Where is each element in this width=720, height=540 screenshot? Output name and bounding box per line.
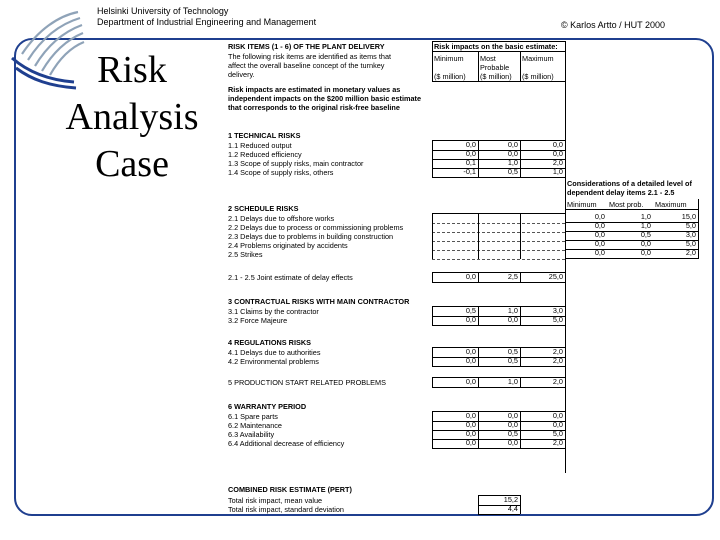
grid-line	[432, 273, 433, 282]
warranty-period-item-label: 6.2 Maintenance	[228, 421, 282, 430]
intro-heading: RISK ITEMS (1 - 6) OF THE PLANT DELIVERY	[228, 42, 385, 51]
cell-most-probable: 0,0	[507, 438, 518, 447]
title-line-3: Case	[95, 143, 169, 185]
delay-cell-minimum: 0,0	[594, 248, 605, 257]
grid-line	[432, 282, 565, 283]
combined-estimate-heading: COMBINED RISK ESTIMATE (PERT)	[228, 485, 352, 494]
grid-line	[520, 273, 521, 282]
cell-maximum: 2,0	[552, 356, 563, 365]
grid-line	[478, 232, 479, 241]
warranty-period-item-label: 6.4 Additional decrease of efficiency	[228, 439, 345, 448]
cell-maximum: 3,0	[552, 306, 563, 315]
cell-most-probable: 0,5	[507, 347, 518, 356]
schedule-risks-heading: 2 SCHEDULE RISKS	[228, 204, 299, 213]
copyright-notice: © Karlos Artto / HUT 2000	[561, 20, 666, 30]
slide-title	[58, 47, 206, 188]
contractual-risks-item-label: 3.2 Force Majeure	[228, 316, 288, 325]
regulations-risks-heading: 4 REGULATIONS RISKS	[228, 338, 311, 347]
delay-cell-minimum: 0,0	[594, 212, 605, 221]
cell-most-probable: 0,0	[507, 315, 518, 324]
grid-line	[432, 306, 565, 307]
grid-line	[478, 439, 479, 448]
grid-line	[432, 348, 433, 357]
grid-line	[478, 250, 479, 259]
cell-most-probable: 0,0	[507, 420, 518, 429]
grid-line	[432, 347, 565, 348]
intro-bold-line: Risk impacts are estimated in monetary values as	[228, 85, 401, 94]
grid-line	[432, 241, 565, 242]
grid-line	[432, 357, 433, 366]
schedule-risks-item-label: 2.1 Delays due to offshore works	[228, 214, 335, 223]
impact-table-title: Risk impacts on the basic estimate:	[434, 42, 558, 51]
grid-line	[478, 357, 479, 366]
cell-minimum: 0,0	[465, 438, 476, 447]
department-name: Department of Industrial Engineering and Management	[97, 17, 317, 27]
cell-most-probable: 0,0	[507, 140, 518, 149]
schedule-risks-item-label: 2.5 Strikes	[228, 250, 263, 259]
delay-cell-maximum: 3,0	[685, 230, 696, 239]
delay-cell-maximum: 5,0	[685, 221, 696, 230]
cell-most-probable: 0,0	[507, 411, 518, 420]
grid-line	[520, 307, 521, 316]
delay-table-caption: dependent delay items 2.1 - 2.5	[567, 188, 675, 197]
cell-maximum: 5,0	[552, 429, 563, 438]
delay-table-header: Maximum	[655, 200, 687, 209]
cell-most-probable: 0,5	[507, 356, 518, 365]
grid-line	[432, 377, 565, 378]
intro-line: delivery.	[228, 70, 255, 79]
cell-maximum: 25,0	[548, 272, 563, 281]
grid-line	[478, 348, 479, 357]
risk-spreadsheet	[228, 42, 696, 516]
header	[97, 6, 316, 28]
delay-cell-minimum: 0,0	[594, 230, 605, 239]
grid-line	[520, 168, 521, 177]
cell-minimum: 0,0	[465, 356, 476, 365]
grid-line	[432, 41, 433, 81]
grid-line	[520, 223, 521, 232]
grid-line	[520, 412, 521, 421]
grid-line	[520, 51, 521, 81]
cell-most-probable: 0,5	[507, 429, 518, 438]
intro-line: The following risk items are identified as items that	[228, 52, 392, 61]
cell-maximum: 1,0	[552, 167, 563, 176]
column-header-maximum: ($ million)	[522, 72, 554, 81]
grid-line	[520, 430, 521, 439]
cell-maximum: 0,0	[552, 140, 563, 149]
cell-minimum: 0,0	[465, 149, 476, 158]
grid-line	[432, 316, 433, 325]
grid-line	[478, 273, 479, 282]
cell-minimum: 0,0	[465, 315, 476, 324]
grid-line	[432, 250, 565, 251]
cell-most-probable: 0,5	[507, 167, 518, 176]
technical-risks-item-label: 1.1 Reduced output	[228, 141, 292, 150]
joint-delay-item-label: 2.1 - 2.5 Joint estimate of delay effects	[228, 273, 353, 282]
production-start-item-label: 5 PRODUCTION START RELATED PROBLEMS	[228, 378, 386, 387]
grid-line	[432, 141, 433, 150]
grid-line	[432, 159, 433, 168]
grid-line	[698, 199, 699, 259]
grid-line	[432, 439, 433, 448]
grid-line	[520, 378, 521, 387]
grid-line	[478, 412, 479, 421]
column-header-most-probable: Most	[480, 54, 496, 63]
grid-line	[432, 411, 565, 412]
cell-maximum: 2,0	[552, 347, 563, 356]
grid-line	[520, 439, 521, 448]
grid-line	[432, 223, 433, 232]
grid-line	[432, 272, 565, 273]
grid-line	[432, 168, 433, 177]
grid-line	[478, 141, 479, 150]
grid-line	[432, 366, 565, 367]
grid-line	[478, 421, 479, 430]
grid-line	[432, 325, 565, 326]
cell-most-probable: 1,0	[507, 377, 518, 386]
grid-line	[520, 141, 521, 150]
cell-minimum: 0,0	[465, 411, 476, 420]
grid-line	[478, 214, 479, 223]
delay-cell-most-probable: 1,0	[640, 221, 651, 230]
grid-line	[432, 140, 565, 141]
grid-line	[478, 241, 479, 250]
grid-line	[432, 387, 565, 388]
cell-maximum: 2,0	[552, 377, 563, 386]
cell-minimum: -0,1	[463, 167, 476, 176]
grid-line	[432, 213, 565, 214]
grid-line	[520, 159, 521, 168]
grid-line	[432, 259, 565, 260]
grid-line	[565, 258, 698, 259]
grid-line	[565, 209, 698, 210]
grid-line	[432, 241, 433, 250]
grid-line	[478, 495, 520, 496]
grid-line	[520, 495, 521, 514]
delay-cell-most-probable: 1,0	[640, 212, 651, 221]
regulations-risks-item-label: 4.1 Delays due to authorities	[228, 348, 321, 357]
cell-minimum: 0,0	[465, 272, 476, 281]
delay-cell-most-probable: 0,5	[640, 230, 651, 239]
cell-maximum: 0,0	[552, 149, 563, 158]
contractual-risks-item-label: 3.1 Claims by the contractor	[228, 307, 319, 316]
delay-cell-minimum: 0,0	[594, 221, 605, 230]
delay-table-header: Most prob.	[609, 200, 644, 209]
grid-line	[478, 168, 479, 177]
cell-maximum: 0,0	[552, 420, 563, 429]
contractual-risks-heading: 3 CONTRACTUAL RISKS WITH MAIN CONTRACTOR	[228, 297, 410, 306]
grid-line	[432, 232, 433, 241]
regulations-risks-item-label: 4.2 Environmental problems	[228, 357, 319, 366]
grid-line	[520, 241, 521, 250]
cell-minimum: 0,0	[465, 347, 476, 356]
standard-deviation-value: 4,4	[507, 504, 518, 513]
title-line-1: Risk	[97, 49, 167, 91]
grid-line	[432, 81, 565, 82]
intro-bold-line: independent impacts on the $200 million basic estimate	[228, 94, 422, 103]
mean-value-label: Total risk impact, mean value	[228, 496, 323, 505]
grid-line	[478, 378, 479, 387]
warranty-period-item-label: 6.3 Availability	[228, 430, 275, 439]
delay-cell-maximum: 2,0	[685, 248, 696, 257]
column-header-minimum: Minimum	[434, 54, 464, 63]
grid-line	[432, 448, 565, 449]
grid-line	[432, 150, 433, 159]
delay-table-caption: Considerations of a detailed level of	[567, 179, 692, 188]
intro-line: affect the overall baseline concept of the turnkey	[228, 61, 385, 70]
university-name: Helsinki University of Technology	[97, 6, 229, 16]
cell-maximum: 2,0	[552, 158, 563, 167]
cell-minimum: 0,0	[465, 429, 476, 438]
grid-line	[478, 495, 479, 514]
grid-line	[432, 177, 565, 178]
cell-minimum: 0,5	[465, 306, 476, 315]
delay-cell-most-probable: 0,0	[640, 248, 651, 257]
warranty-period-heading: 6 WARRANTY PERIOD	[228, 402, 307, 411]
technical-risks-item-label: 1.2 Reduced efficiency	[228, 150, 302, 159]
warranty-period-item-label: 6.1 Spare parts	[228, 412, 278, 421]
grid-line	[478, 316, 479, 325]
grid-line	[432, 412, 433, 421]
grid-line	[520, 421, 521, 430]
intro-bold-line: that corresponds to the original risk-free baseline	[228, 103, 400, 112]
cell-most-probable: 1,0	[507, 158, 518, 167]
grid-line	[520, 348, 521, 357]
grid-line	[432, 250, 433, 259]
column-header-most-probable: Probable	[480, 63, 510, 72]
grid-line	[432, 223, 565, 224]
cell-maximum: 5,0	[552, 315, 563, 324]
grid-line	[520, 232, 521, 241]
cell-most-probable: 2,5	[507, 272, 518, 281]
technical-risks-item-label: 1.4 Scope of supply risks, others	[228, 168, 334, 177]
grid-line	[432, 421, 433, 430]
column-header-most-probable: ($ million)	[480, 72, 512, 81]
cell-most-probable: 1,0	[507, 306, 518, 315]
grid-line	[478, 159, 479, 168]
grid-line	[478, 505, 520, 506]
grid-line	[520, 357, 521, 366]
grid-line	[520, 250, 521, 259]
cell-minimum: 0,0	[465, 377, 476, 386]
grid-line	[432, 307, 433, 316]
grid-line	[478, 223, 479, 232]
grid-line	[478, 51, 479, 81]
grid-line	[520, 150, 521, 159]
mean-value: 15,2	[503, 495, 518, 504]
cell-minimum: 0,0	[465, 140, 476, 149]
column-header-minimum: ($ million)	[434, 72, 466, 81]
grid-line	[432, 41, 565, 42]
cell-maximum: 0,0	[552, 411, 563, 420]
grid-line	[520, 316, 521, 325]
technical-risks-heading: 1 TECHNICAL RISKS	[228, 131, 301, 140]
grid-line	[432, 51, 565, 52]
grid-line	[478, 307, 479, 316]
standard-deviation-label: Total risk impact, standard deviation	[228, 505, 344, 514]
cell-minimum: 0,0	[465, 420, 476, 429]
grid-line	[478, 150, 479, 159]
grid-line	[478, 430, 479, 439]
schedule-risks-item-label: 2.3 Delays due to problems in building construction	[228, 232, 394, 241]
schedule-risks-item-label: 2.4 Problems originated by accidents	[228, 241, 348, 250]
schedule-risks-item-label: 2.2 Delays due to process or commissioning problems	[228, 223, 404, 232]
technical-risks-item-label: 1.3 Scope of supply risks, main contractor	[228, 159, 364, 168]
title-line-2: Analysis	[65, 96, 199, 138]
delay-cell-maximum: 15,0	[681, 212, 696, 221]
cell-maximum: 2,0	[552, 438, 563, 447]
delay-table-header: Minimum	[567, 200, 597, 209]
delay-cell-minimum: 0,0	[594, 239, 605, 248]
delay-cell-most-probable: 0,0	[640, 239, 651, 248]
grid-line	[432, 430, 433, 439]
grid-line	[432, 214, 433, 223]
delay-cell-maximum: 5,0	[685, 239, 696, 248]
grid-line	[478, 514, 520, 515]
column-header-maximum: Maximum	[522, 54, 554, 63]
cell-most-probable: 0,0	[507, 149, 518, 158]
grid-line	[520, 214, 521, 223]
grid-line	[432, 232, 565, 233]
cell-minimum: 0,1	[465, 158, 476, 167]
grid-line	[432, 378, 433, 387]
